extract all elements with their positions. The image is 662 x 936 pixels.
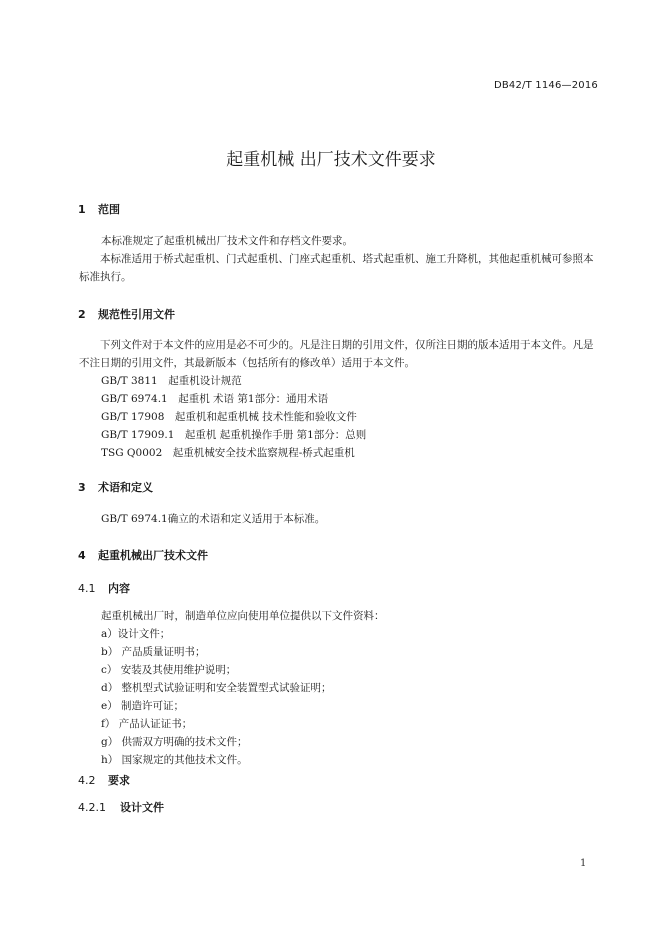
section-title: 术语和定义 xyxy=(98,481,153,494)
section-title: 范围 xyxy=(98,203,120,216)
list-item: e） 制造许可证； xyxy=(101,700,185,712)
list-item: d） 整机型式试验证明和安全装置型式试验证明； xyxy=(101,682,332,694)
section-4-2-heading xyxy=(78,772,130,788)
section-title: 内容 xyxy=(108,582,130,595)
list-item: b） 产品质量证明书； xyxy=(101,646,206,658)
section-4-1-intro: 起重机械出厂时，制造单位应向使用单位提供以下文件资料： xyxy=(101,610,385,622)
section-2-paragraph: 下列文件对于本文件的应用是必不可少的。凡是注日期的引用文件，仅所注日期的版本适用于本文件。凡是不注日期的引用文件，其最新版本（包括所有的修改单）适用于本文件。 xyxy=(79,339,594,369)
reference-item: GB/T 3811 起重机设计规范 xyxy=(101,375,242,387)
reference-item: GB/T 6974.1 起重机 术语 第1部分：通用术语 xyxy=(101,393,329,405)
section-number: 2 xyxy=(78,308,86,321)
section-number: 4.2.1 xyxy=(78,801,106,814)
reference-item: TSG Q0002 起重机械安全技术监察规程-桥式起重机 xyxy=(101,447,355,459)
list-item: f） 产品认证证书； xyxy=(101,718,193,730)
page-title: 起重机械 出厂技术文件要求 xyxy=(226,150,436,170)
list-item: c） 安装及其使用维护说明； xyxy=(101,664,237,676)
section-number: 4.1 xyxy=(78,582,96,595)
list-item: g） 供需双方明确的技术文件； xyxy=(101,736,248,748)
section-number: 4.2 xyxy=(78,774,96,787)
section-1-paragraph-2: 本标准适用于桥式起重机、门式起重机、门座式起重机、塔式起重机、施工升降机，其他起重机械可参照本标准执行。 xyxy=(79,253,594,283)
section-3-paragraph: GB/T 6974.1确立的术语和定义适用于本标准。 xyxy=(101,513,326,525)
section-title: 设计文件 xyxy=(120,801,164,814)
list-item: h） 国家规定的其他技术文件。 xyxy=(101,754,248,766)
section-1-heading xyxy=(78,201,120,217)
section-number: 4 xyxy=(78,549,86,562)
section-title: 起重机械出厂技术文件 xyxy=(98,549,208,562)
reference-item: GB/T 17908 起重机和起重机械 技术性能和验收文件 xyxy=(101,411,357,423)
section-4-1-heading xyxy=(78,580,130,596)
section-number: 1 xyxy=(78,203,86,216)
section-2-heading xyxy=(78,306,175,322)
section-title: 要求 xyxy=(108,774,130,787)
document-code: DB42/T 1146—2016 xyxy=(493,80,598,91)
section-4-heading xyxy=(78,547,208,563)
page-number: 1 xyxy=(580,858,587,869)
reference-item: GB/T 17909.1 起重机 起重机操作手册 第1部分：总则 xyxy=(101,429,367,441)
section-number: 3 xyxy=(78,481,86,494)
section-title: 规范性引用文件 xyxy=(98,308,175,321)
section-1-paragraph-1: 本标准规定了起重机械出厂技术文件和存档文件要求。 xyxy=(101,235,353,247)
section-4-2-1-heading xyxy=(78,799,164,815)
section-3-heading xyxy=(78,479,153,495)
list-item: a）设计文件； xyxy=(101,628,171,640)
